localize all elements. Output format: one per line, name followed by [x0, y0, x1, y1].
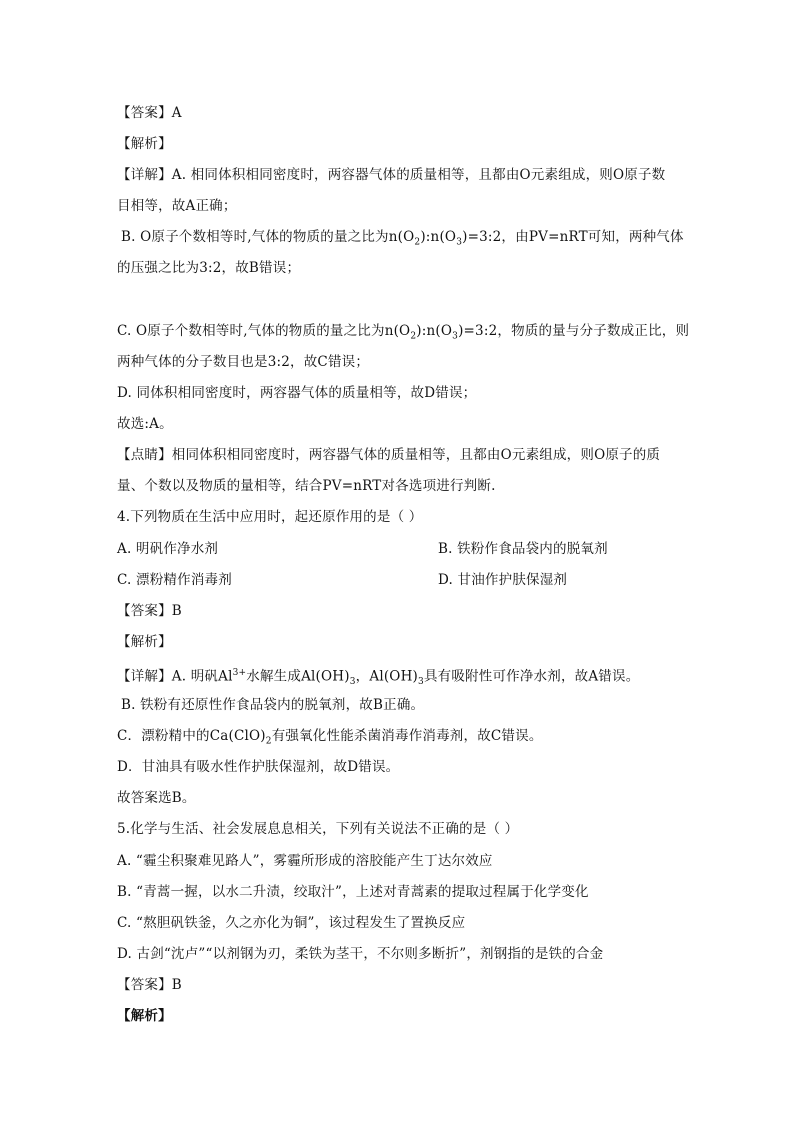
q4-detail-a: 【详解】A. 明矾$Al^{3+}$水解生成$Al(OH)_3$，$Al(OH)_3$具有吸附性可作净水剂，故A错误。 [117, 668, 640, 688]
q3-detail-line-1: 【详解】A. 相同体积相同密度时，两容器气体的质量相等，且都由O元素组成，则O原子数 [117, 167, 666, 183]
q3-option-b-line-1: B. O原子个数相等时,气体的物质的量之比为$n(O_2):n(O_3)=3:2$，由PV=nRT可知，两种气体 [121, 229, 684, 248]
q4-detail-b: B. 铁粉有还原性作食品袋内的脱氧剂，故B正确。 [121, 697, 425, 713]
q4-answer: 【答案】B [117, 603, 182, 619]
q5-option-d: D. 古剑“沈卢”“以剂钢为刃，柔铁为茎干，不尔则多断折”，剂钢指的是铁的合金 [117, 946, 604, 962]
q3-analysis-heading: 【解析】 [117, 136, 172, 152]
q3-answer: 【答案】A [117, 105, 182, 121]
q5-option-a: A. “霾尘积聚难见路人”，雾霾所形成的溶胶能产生丁达尔效应 [117, 853, 493, 869]
q4-choose: 故答案选B。 [117, 790, 196, 806]
q5-option-b: B. “青蒿一握，以水二升渍，绞取汁”，上述对青蒿素的提取过程属于化学变化 [117, 884, 589, 900]
q4-option-d: D. 甘油作护肤保湿剂 [438, 572, 568, 588]
q4-stem: 4.下列物质在生活中应用时，起还原作用的是（ ） [117, 509, 423, 525]
q4-analysis-heading: 【解析】 [117, 634, 172, 650]
q3-option-b-line-2: 的压强之比为3:2，故B错误； [117, 260, 301, 276]
q5-answer: 【答案】B [117, 977, 182, 993]
q4-option-b: B. 铁粉作食品袋内的脱氧剂 [438, 541, 608, 557]
q5-stem: 5.化学与生活、社会发展息息相关，下列有关说法不正确的是（ ） [117, 821, 519, 837]
q3-detail-line-2: 目相等，故A正确； [117, 198, 237, 214]
q3-comment-line-2: 量、个数以及物质的量相等，结合PV=nRT对各选项进行判断. [117, 478, 496, 494]
q3-option-d: D. 同体积相同密度时，两容器气体的质量相等，故D错误； [117, 385, 477, 401]
q3-option-c-line-2: 两种气体的分子数目也是3:2，故C错误； [117, 354, 370, 370]
q3-comment-line-1: 【点睛】相同体积相同密度时，两容器气体的质量相等，且都由O元素组成，则O原子的质 [117, 447, 661, 463]
q4-option-c: C. 漂粉精作消毒剂 [117, 572, 232, 588]
q3-option-c-line-1: C. O原子个数相等时,气体的物质的量之比为$n(O_2):n(O_3)=3:2$，物质的量与分子数成正比，则 [117, 323, 690, 342]
q5-analysis-heading: 【解析】 [117, 1008, 172, 1024]
q3-choose: 故选:A。 [117, 416, 173, 432]
q4-detail-c: C．漂粉精中的$Ca(ClO)_2$有强氧化性能杀菌消毒作消毒剂，故C错误。 [117, 728, 543, 747]
q4-option-a: A. 明矾作净水剂 [117, 541, 219, 557]
q4-detail-d: D．甘油具有吸水性作护肤保湿剂，故D错误。 [117, 759, 400, 775]
q5-option-c: C. “熬胆矾铁釜，久之亦化为铜”，该过程发生了置换反应 [117, 915, 466, 931]
